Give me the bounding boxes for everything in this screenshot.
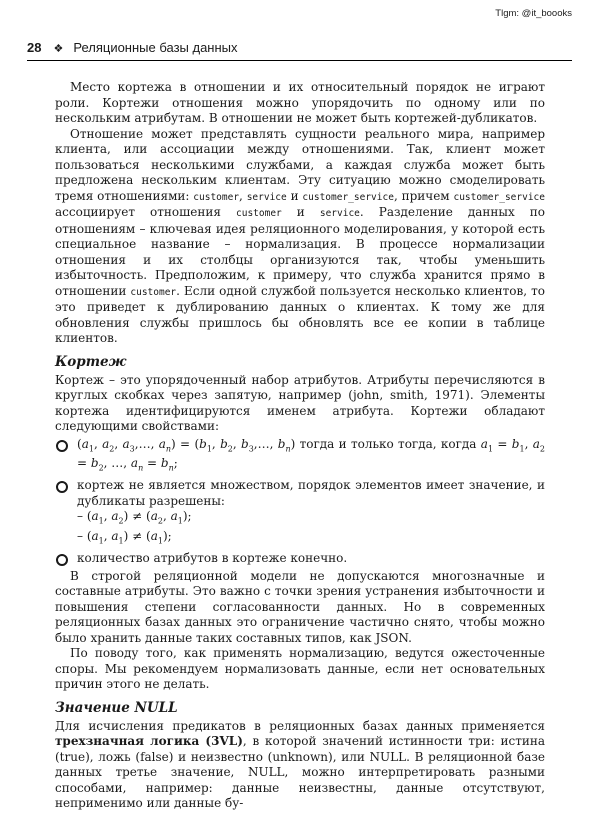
section-heading-null: Значение NULL [55,699,178,716]
list-item: количество атрибутов в кортеже конечно. [55,551,545,567]
bullet-circle-icon [56,440,68,452]
page-header [27,40,572,61]
ornament-icon: ❖ [53,43,64,55]
page-number: 28 [27,40,42,55]
properties-list [55,437,545,567]
paragraph: Отношение может представлять сущности реального мира, например клиента, или ассоциации между отношениями. Так, клиент может пользоваться несколькими службами, а каждая служба может быть предложена нескольким клиентам. Эту ситуацию можно смоделировать тремя отношениями: customer, service и customer_service, причем customer_service ассоциирует отношения customer и service. Разделение данных по отношениям – ключевая идея реляционного моделирования, у которой есть специальное название – нормализация. В процессе нормализации отношения и их столбцы организуются так, чтобы уменьшить избыточность. Предположим, к примеру, что служба хранится прямо в отношении customer. Если одной службой пользуется несколько клиентов, то это приведет к дублированию данных о клиентах. К тому же для обновления службы пришлось бы обновлять все ее копии в таблице клиентов. [55,126,545,345]
chapter-title: Реляционные базы данных [73,40,238,55]
watermark: Tlgm: @it_boooks [495,8,572,19]
paragraph: Кортеж – это упорядоченный набор атрибутов. Атрибуты перечисляются в круглых скобках через запятую, например (john, smith, 1971). Элементы кортежа идентифицируются именем атрибута. Кортежи обладают следующими свойствами: [55,372,545,433]
paragraph: В строгой реляционной модели не допускаются многозначные и составные атрибуты. Это важно с точки зрения устранения избыточности и повышения степени согласованности данных. Но в современных реляционных базах данных это ограничение частично снято, чтобы можно было хранить данные таких составных типов, как JSON. [55,568,545,645]
list-item: ($a_1$, $a_2$, $a_3,\dots$, $a_n) = (b_1$, $b_2$, $b_3,\dots$, $b_n$) тогда и только тогда, когда $a_1 = b_1$, $a_2 = b_2$, …, $a_n = b_n$; [55,437,545,477]
paragraph: По поводу того, как применять нормализацию, ведутся ожесточенные споры. Мы рекомендуем нормализовать данные, если нет основательных причин этого не делать. [55,646,545,692]
bullet-circle-icon [56,554,68,566]
list-item: кортеж не является множеством, порядок элементов имеет значение, и дубликаты разрешены: – ($a_1$, $a_2) \ne (a_2$, $a_1$); – ($a_1$, $a_1) \ne (a_1)$; [55,478,545,549]
paragraph: Место кортежа в отношении и их относительный порядок не играют роли. Кортежи отношения можно упорядочить по одному или по нескольким атрибутам. В отношении не может быть кортежей-дубликатов. [55,80,545,125]
page-body [55,80,545,812]
paragraph: Для исчисления предикатов в реляционных базах данных применяется трехзначная логика (3VL), в которой значений истинности три: истина (true), ложь (false) и неизвестно (unknown), или NULL. В реляционной базе данных третье значение, NULL, можно интерпретировать разными способами, например: данные неизвестны, данные отсутствуют, неприменимо или данные бу- [55,718,545,811]
section-heading-tuple: Кортеж [55,353,127,370]
bullet-circle-icon [56,481,68,493]
